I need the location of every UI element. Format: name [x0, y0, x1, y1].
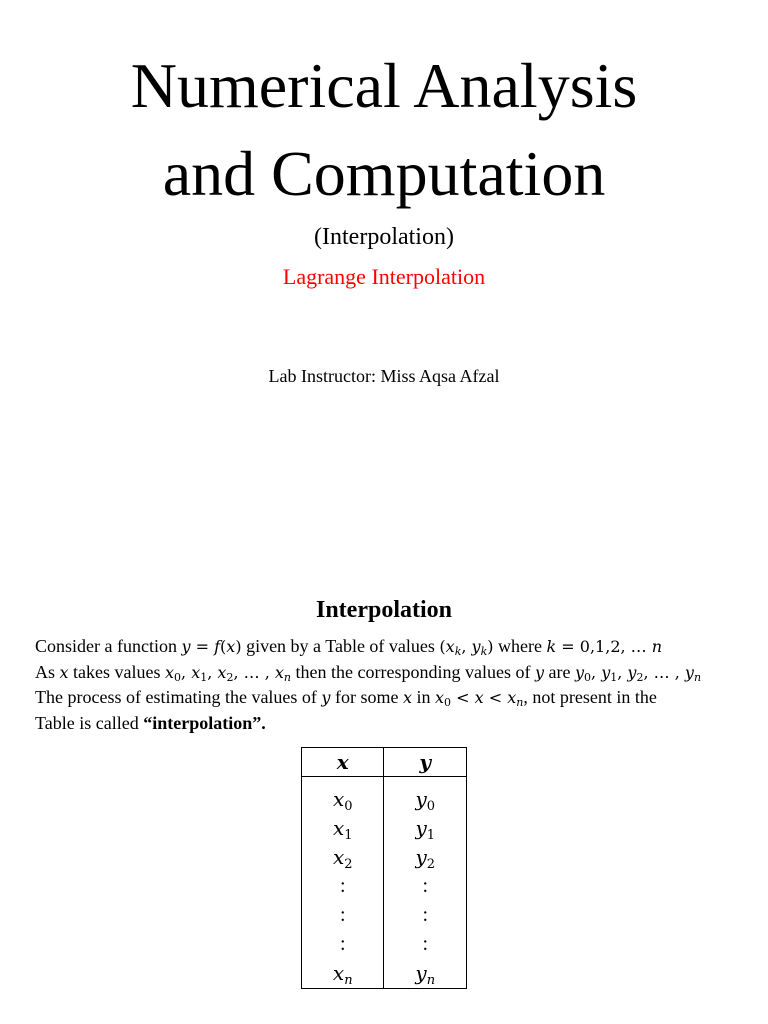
math-y-sequence: $y_0$ — [574, 662, 592, 684]
document-title — [0, 42, 768, 218]
body-line-4: Table is called “interpolation”. — [35, 712, 266, 733]
document-subtitle: (Interpolation) — [314, 224, 454, 250]
x-values-column — [302, 777, 384, 989]
body-line-3: The process of estimating the values of y for some x in $x_0 < x < x_n$, not present in the — [35, 687, 657, 709]
table-header-x: x — [302, 748, 384, 777]
table-cell-y1: $y_1$ — [415, 816, 436, 843]
table-cell-y2: $y_2$ — [415, 845, 436, 872]
table-cell-yn: $y_n$ — [415, 961, 436, 988]
title-line-1: Numerical Analysis — [130, 50, 638, 121]
table-cell-x0: $x_0$ — [332, 787, 353, 814]
table-ellipsis-y-3: : — [422, 933, 429, 955]
table-ellipsis-x-1: : — [339, 875, 346, 897]
table-ellipsis-y-2: : — [422, 904, 429, 926]
table-ellipsis-y-1: : — [422, 875, 429, 897]
table-cell-x2: $x_2$ — [332, 845, 353, 872]
topic-label: Lagrange Interpolation — [282, 264, 486, 289]
table-header-row — [302, 748, 467, 777]
body-line-1: Consider a function y = f(x) given by a Table of values ($x_k$, $y_k$) where k = 0,1,2, … n — [35, 636, 663, 658]
values-table — [301, 747, 467, 989]
section-heading: Interpolation — [315, 597, 452, 623]
table-body-row — [302, 777, 467, 989]
table-cell-y0: $y_0$ — [415, 787, 436, 814]
table-cell-x1: $x_1$ — [332, 816, 353, 843]
math-x-sequence: $x_0$ — [165, 662, 182, 684]
body-line-2: As x takes values $x_0$, $x_1$, $x_2$, … , $x_n$ then the corresponding values of y are $y_0$, $y_1$, $y_2$, … , $y_n$ — [35, 661, 702, 684]
math-x-interval: $x_0$ — [435, 688, 452, 709]
title-line-2: and Computation — [162, 138, 606, 209]
table-cell-xn: $x_n$ — [332, 961, 353, 988]
table-header-y: y — [384, 748, 467, 777]
table-ellipsis-x-2: : — [339, 904, 346, 926]
math-k-range: k — [546, 637, 557, 656]
instructor-line: Lab Instructor: Miss Aqsa Afzal — [268, 366, 500, 386]
math-y-eq-fx: y — [181, 637, 191, 656]
interpolation-term: “interpolation”. — [143, 712, 266, 733]
section-body — [35, 634, 735, 736]
y-values-column — [384, 777, 467, 989]
table-ellipsis-x-3: : — [339, 933, 346, 955]
